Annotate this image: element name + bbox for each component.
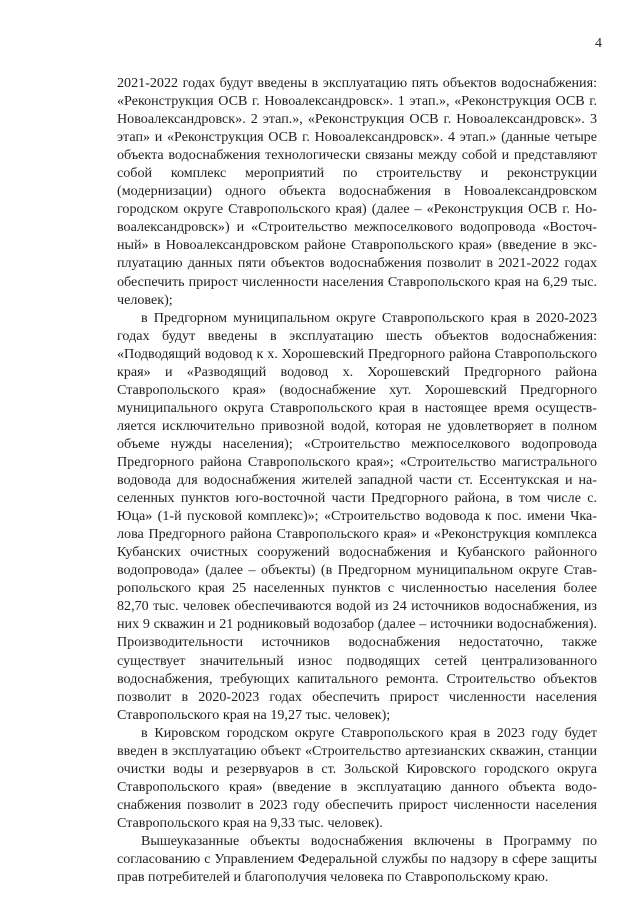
document-body [117,74,597,886]
paragraph-3: в Кировском городском округе Ставропольского края в 2023 году будет введен в эксплуатацию объект «Строительство артезианских скважин, станции очистки воды и резервуаров в ст. Зольской Кировского городского округа Ставропольского края» (введение в эксплуатацию данного объекта водоснабжения позволит в 2023 году обеспечить прирост численности населения Ставропольского края на 9,33 тыс. человек). [117,724,597,831]
page-number: 4 [595,36,602,51]
paragraph-1: 2021-2022 годах будут введены в эксплуатацию пять объектов водоснабжения: «Реконструкция ОСВ г. Новоалександровск». 1 этап.», «Реконструкция ОСВ г. Новоалександровск». 2 этап.», «Реконструкция ОСВ г. Новоалександровск». 3 этап» и «Реконструкция ОСВ г. Новоалександровск». 4 этап.» (данные четыре объекта водоснабжения технологически связаны между собой и представляют собой комплекс мероприятий по строительству и реконструкции (модернизации) одного объекта водоснабжения в Новоалександровском городском округе Ставропольского края) (далее – «Реконструкция ОСВ г. Новоалександровск») и «Строительство межпоселкового водопровода «Восточный» в Новоалександровском районе Ставропольского края» (введение в эксплуатацию данных пяти объектов водоснабжения позволит в 2021-2022 годах обеспечить прирост численности населения Ставропольского края на 6,29 тыс. человек); [117,75,597,308]
paragraph-2: в Предгорном муниципальном округе Ставропольского края в 2020-2023 годах будут введены в эксплуатацию шесть объектов водоснабжения: «Подводящий водовод к х. Хорошевский Предгорного района Ставропольского края» и «Разводящий водовод х. Хорошевский Предгорного района Ставропольского края» (водоснабжение хут. Хорошевский Предгорного муниципального округа Ставропольского края в настоящее время осуществляется исключительно привозной водой, которая не удовлетворяет в полном объеме нужды населения); «Строительство межпоселкового водопровода Предгорного района Ставропольского края»; «Строительство магистрального водовода для водоснабжения жителей западной части ст. Ессентукская и населенных пунктов юго-восточной части Предгорного района, в том числе с. Юца» (1-й пусковой комплекс)»; «Строительство водовода к пос. имени Чкалова Предгорного района Ставропольского края» и «Реконструкция комплекса Кубанских очистных сооружений водоснабжения и Кубанского районного водопровода» (далее – объекты) (в Предгорном муниципальном округе Ставропольского края 25 населенных пунктов с численностью населения более 82,70 тыс. человек обеспечиваются водой из 24 источников водоснабжения, из них 9 скважин и 21 родниковый водозабор (далее – источники водоснабжения). Производительности источников водоснабжения недостаточно, также существует значительный износ подводящих сетей централизованного водоснабжения, требующих капитального ремонта. Строительство объектов позволит в 2020-2023 годах обеспечить прирост численности населения Ставропольского края на 19,27 тыс. человек); [117,309,597,723]
paragraph-4: Вышеуказанные объекты водоснабжения включены в Программу по согласованию с Управлением Федеральной службы по надзору в сфере защиты прав потребителей и благополучия человека по Ставропольскому краю. [117,832,597,886]
